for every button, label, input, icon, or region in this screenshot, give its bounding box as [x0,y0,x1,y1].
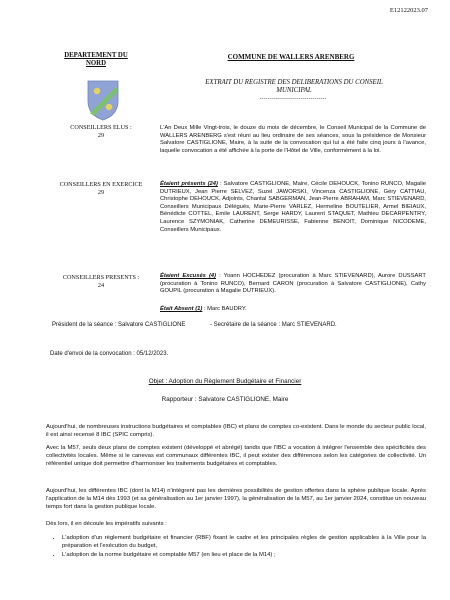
rapporteur-line: Rapporteur : Salvatore CASTIGLIONE, Maire [161,396,289,403]
president-line: Président de la séance : Salvatore CASTIGLIONE [52,322,186,328]
paragraph-1: Aujourd'hui, de nombreuses instructions budgétaires et comptables (IBC) et plans de comptes co-existent. Dans le monde du secteur public local, il est ainsi recensé 8 IBC (SPIC compris). [46,424,426,438]
bullet-list [46,535,426,560]
extrait-title: EXTRAIT DU REGISTRE DES DELIBERATIONS DU CONSEIL MUNICIPAL [205,79,383,94]
paragraph-3: Aujourd'hui, les différentes IBC (dont la M14) n'intègrent pas les dernières possibilités de gestion offertes dans la sphère publique locale. Après l'application de la M14 dès 1993 (et sa généralisation au 1er janvier 1997), la généralisation de la M57, au 1er janvier 2024, constitue un nouveau temps fort dans la gestion publique locale. [46,488,426,510]
paragraph-2: Avec la M57, seuls deux plans de comptes existent (développé et abrégé) tandis que l'IBC a vocation à intégrer l'ensemble des spécificités des collectivités locales. Même si le canevas est communaux différentes IBC, il peut exister des différences selon les catégories de collectivité. Un référentiel unique doit permettre d'harmoniser les traitements budgétaires et comptables. [46,445,426,467]
elus-text: L'An Deux Mille Vingt-trois, le douze du mois de décembre, le Conseil Municipal de la Commune de WALLERS ARENBERG s'est réuni au lieu ordinaire de ses séances, sous la présidence de Monsieur Salvatore CASTIGLIONE, Maire, à la suite de la convocation qui lui a été faite cinq jours à l'avance, laquelle convocation a été affichée à la porte de l'Hôtel de Ville, conformément à la loi. [160,125,426,154]
title-separator: ---------------------------------- [259,96,327,102]
objet-line: Objet : Adoption du Règlement Budgétaire et Financier [148,378,302,385]
paragraph-4: Dès lors, il en découle les impératifs suivants : [46,521,167,527]
convocation-line: Date d'envoi de la convocation : 05/12/2023. [50,351,169,357]
commune-crest-icon [85,79,121,121]
presents-label: CONSEILLERS PRESENTS : 24 [62,274,140,289]
presents-text: Étaient présents (24) : Salvatore CASTIGLIONE, Maire, Cécile DEHOUCK, Tonino RUNCO, Magalie DUTRIEUX, Jean Pierre SELVEZ, Suzel JAWORSKI, Vincenza CASTIGLIONE, Géry CATTIAU, Christophe DEHOUCK, Adjoints, Chantal SABGERMAN, Jean-Pierre ABRAHAM, Marc STIEVENARD, Conseillers Municipaux Délégués, Marie-Pierre VARLEZ, Hermeline BOUTELIER, Armel BIEIAUX, Bénédicte COTTEL, Emile LAURENT, Serge HARDY, Laurent STAQUET, Mathieu DECARPENTRY, Laurence SZYMONIAK, Catherine DEMEURISSE, Fabienne BENOIT, Dominique NICODEME, Conseillers Municipaux. [160,181,426,233]
list-item: • L'adoption de la norme budgétaire et comptable M57 (en lieu et place de la M14) ; [62,552,426,560]
list-item: • L'adoption d'un règlement budgétaire et financier (RBF) fixant le cadre et les principales règles de gestion applicables à la Ville pour la préparation et l'exécution du budget, [62,535,426,551]
departement-heading: DEPARTEMENT DU NORD [64,52,128,67]
secretaire-line: - Secrétaire de la séance : Marc STIEVENARD. [210,322,337,328]
absent-text: Était Absent (1) : Marc BAUDRY. [160,306,247,312]
document-reference: E12122023.07 [389,7,428,14]
excuses-text: Étaient Excusés (4) : Yoann HOCHEDEZ (procuration à Marc STIEVENARD), Aurore DUSSART (procuration à Tonino RUNCO), Bernard CARON (procuration à Salvatore CASTIGLIONE), Cathy GOUPIL (procuration à Magalie DUTRIEUX). [160,273,426,295]
elus-label: CONSEILLERS ELUS : 29 [70,124,132,139]
exercice-label: CONSEILLERS EN EXERCICE 29 [59,181,143,196]
commune-heading: COMMUNE DE WALLERS ARENBERG [227,53,355,61]
